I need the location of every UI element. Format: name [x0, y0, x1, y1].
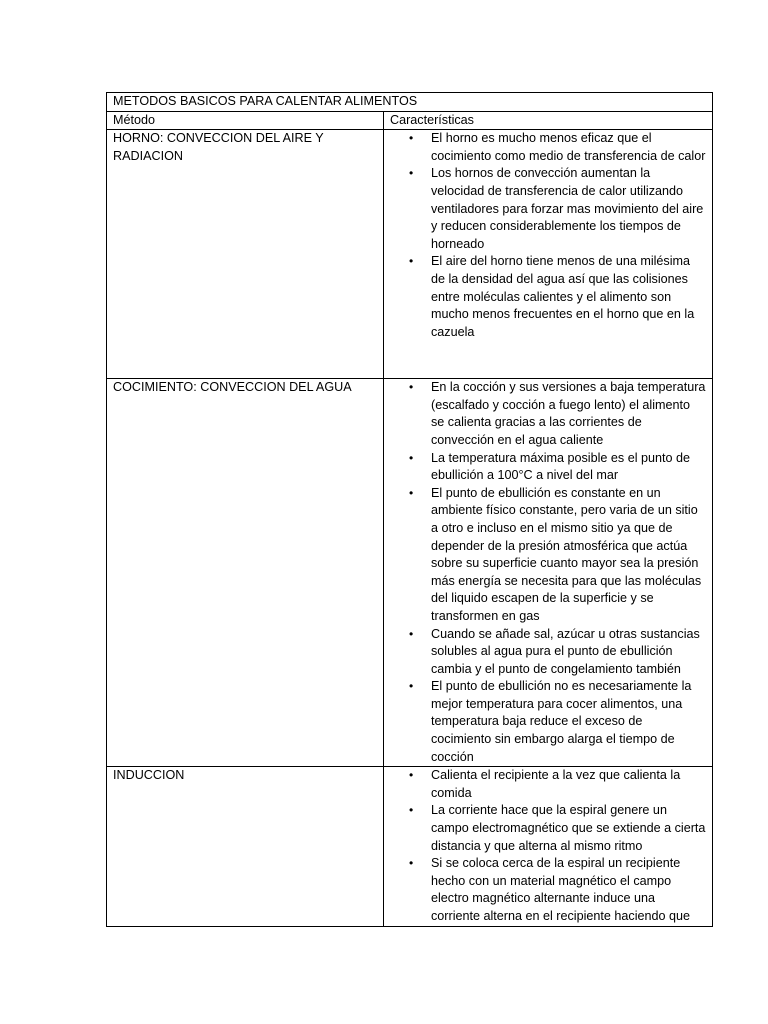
list-item: [409, 379, 706, 449]
bullet-icon: •: [409, 131, 414, 146]
list-item: [409, 767, 706, 802]
methods-table: [106, 92, 713, 927]
list-item: [409, 855, 706, 925]
bullet-icon: •: [409, 768, 414, 783]
table-title-row: [107, 93, 713, 112]
list-item-text: Calienta el recipiente a la vez que calienta la comida: [431, 768, 681, 800]
bullet-icon: •: [409, 626, 414, 641]
list-item-text: Si se coloca cerca de la espiral un recipiente hecho con un material magnético el campo electro magnético alternante induce una corriente alterna en el recipiente haciendo que: [431, 856, 691, 923]
header-method: Método: [107, 111, 384, 130]
bullet-icon: •: [409, 803, 414, 818]
characteristics-cell: [384, 767, 713, 926]
list-item-text: El punto de ebullición es constante en un ambiente físico constante, pero varia de un sitio a otro e incluso en el mismo sitio ya que de depender de la presión atmosférica que actúa sobre su superficie cuanto mayor sea la presión más energía se necesita para que las moléculas del liquido escapen de la superficie y se transformen en gas: [431, 485, 702, 623]
table-row: [107, 767, 713, 926]
characteristics-list: [390, 379, 706, 766]
list-item: [409, 253, 706, 341]
list-item-text: En la cocción y sus versiones a baja temperatura (escalfado y cocción a fuego lento) el alimento se calienta gracias a las corrientes de convección en el agua caliente: [431, 380, 706, 447]
table-row: [107, 379, 713, 767]
method-cell: INDUCCION: [107, 767, 384, 926]
table-title: METODOS BASICOS PARA CALENTAR ALIMENTOS: [107, 93, 713, 112]
characteristics-list: [390, 767, 706, 925]
method-cell: COCIMIENTO: CONVECCION DEL AGUA: [107, 379, 384, 767]
list-item: [409, 802, 706, 855]
table-header-row: [107, 111, 713, 130]
list-item-text: El horno es mucho menos eficaz que el cocimiento como medio de transferencia de calor: [431, 131, 706, 163]
characteristics-list: [390, 130, 706, 341]
list-item-text: Cuando se añade sal, azúcar u otras sustancias solubles al agua pura el punto de ebullición cambia y el punto de congelamiento también: [431, 626, 700, 676]
list-item: [409, 165, 706, 253]
bullet-icon: •: [409, 254, 414, 269]
list-item-text: El aire del horno tiene menos de una milésima de la densidad del agua así que las colisiones entre moléculas calientes y el alimento son mucho menos frecuentes en el horno que en la cazuela: [431, 254, 695, 339]
list-item-text: La corriente hace que la espiral genere un campo electromagnético que se extiende a cierta distancia y que alterna al mismo ritmo: [431, 803, 706, 853]
bullet-icon: •: [409, 856, 414, 871]
table-row: [107, 130, 713, 379]
list-item: [409, 130, 706, 165]
list-item-text: La temperatura máxima posible es el punto de ebullición a 100°C a nivel del mar: [431, 450, 691, 483]
header-characteristics: Características: [384, 111, 713, 130]
method-cell: HORNO: CONVECCION DEL AIRE Y RADIACION: [107, 130, 384, 379]
bullet-icon: •: [409, 166, 414, 181]
characteristics-cell: [384, 130, 713, 379]
list-item: [409, 450, 706, 485]
bullet-icon: •: [409, 485, 414, 500]
characteristics-cell: [384, 379, 713, 767]
bullet-icon: •: [409, 450, 414, 465]
list-item-text: El punto de ebullición no es necesariamente la mejor temperatura para cocer alimentos, una temperatura baja reduce el exceso de cocimiento sin embargo alarga el tiempo de cocción: [431, 679, 692, 764]
list-item: [409, 626, 706, 679]
list-item: [409, 678, 706, 766]
list-item-text: Los hornos de convección aumentan la velocidad de transferencia de calor utilizando ventiladores para forzar mas movimiento del aire y reducen considerablemente los tiempos de horneado: [431, 166, 704, 251]
bullet-icon: •: [409, 380, 414, 395]
bullet-icon: •: [409, 679, 414, 694]
list-item: [409, 485, 706, 626]
